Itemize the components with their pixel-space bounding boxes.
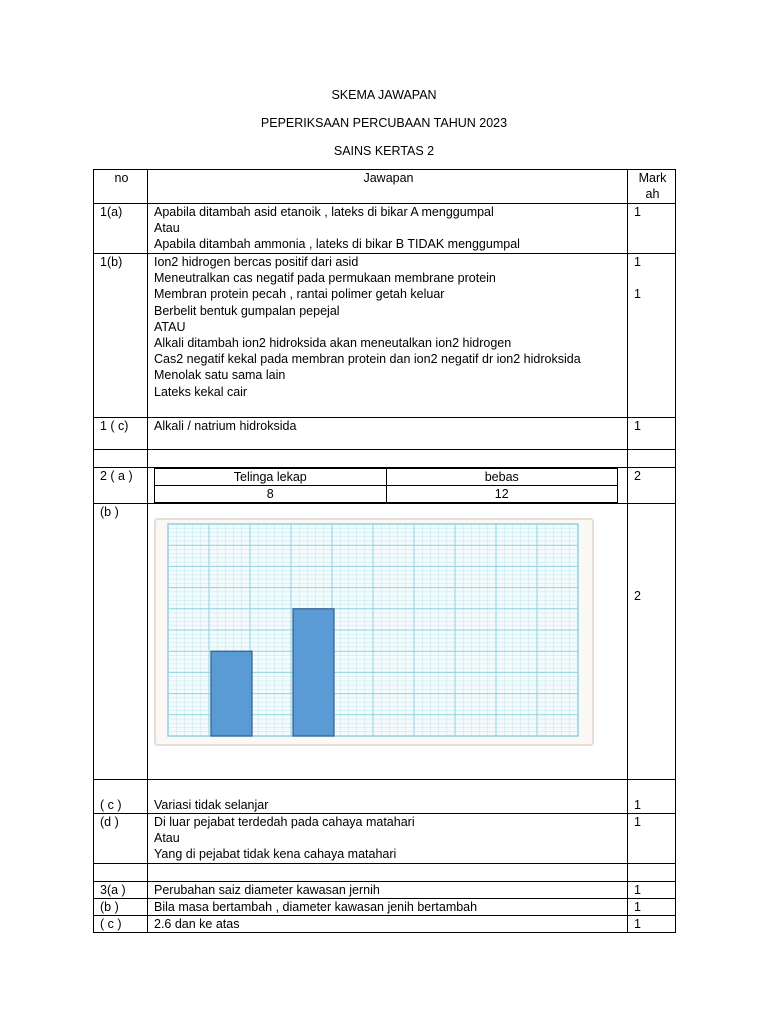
mark-value: 2 (634, 589, 641, 603)
row-no: 2 ( a ) (94, 468, 148, 504)
spacer-row (94, 863, 676, 881)
subject-title: SAINS KERTAS 2 (333, 144, 435, 158)
row-no: ( c ) (94, 916, 148, 933)
answer-line: Atau (154, 831, 180, 846)
answer-line: Yang di pejabat tidak kena cahaya matahari (154, 847, 397, 862)
table-row (94, 504, 676, 780)
answer-cell: Alkali / natrium hidroksida (148, 418, 628, 450)
answer-cell (148, 204, 628, 254)
mark-cell: 1 (628, 881, 676, 898)
data-subtable (154, 468, 618, 503)
answer-line: ATAU (154, 319, 186, 334)
mark-cell: 2 (628, 468, 676, 504)
answer-cell (148, 504, 628, 780)
exam-title: PEPERIKSAAN PERCUBAAN TAHUN 2023 (260, 116, 508, 130)
header-jawapan: Jawapan (148, 170, 628, 204)
row-no: 1 ( c) (94, 418, 148, 450)
mark-cell: 1 (628, 916, 676, 933)
answer-table (93, 169, 676, 933)
table-row (94, 881, 676, 898)
table-row (94, 418, 676, 450)
subtable-value: 12 (386, 486, 618, 503)
mark-cell (628, 504, 676, 780)
table-header-row (94, 170, 676, 204)
answer-line: Apabila ditambah asid etanoik , lateks di bikar A menggumpal (154, 205, 494, 219)
bar-chart-svg (156, 520, 592, 744)
table-row (94, 898, 676, 915)
answer-cell: Bila masa bertambah , diameter kawasan jenih bertambah (148, 898, 628, 915)
answer-line: Apabila ditambah ammonia , lateks di bikar B TIDAK menggumpal (154, 237, 520, 252)
page-title: SKEMA JAWAPAN (331, 88, 437, 102)
table-row (94, 204, 676, 254)
table-row (94, 916, 676, 933)
header-markah-1: Mark (638, 171, 667, 185)
mark-cell (628, 254, 676, 418)
answer-line: Atau (154, 221, 180, 236)
header-markah-2: ah (645, 187, 660, 202)
answer-cell: 2.6 dan ke atas (148, 916, 628, 933)
header-markah (628, 170, 676, 204)
mark-cell: 1 (628, 814, 676, 864)
subtable-header: bebas (386, 469, 618, 486)
bar (293, 609, 334, 736)
mark-cell: 1 (628, 780, 676, 814)
answer-cell (148, 254, 628, 418)
answer-cell (148, 468, 628, 504)
row-no: 3(a ) (94, 881, 148, 898)
bar (211, 651, 252, 736)
bar-chart (154, 518, 594, 746)
answer-line: Meneutralkan cas negatif pada permukaan membrane protein (154, 271, 496, 286)
mark-cell: 1 (628, 418, 676, 450)
answer-cell: Variasi tidak selanjar (148, 780, 628, 814)
row-no: (b ) (94, 898, 148, 915)
answer-line: Menolak satu sama lain (154, 368, 286, 383)
answer-line: Ion2 hidrogen bercas positif dari asid (154, 255, 359, 269)
answer-line: Cas2 negatif kekal pada membran protein dan ion2 negatif dr ion2 hidroksida (154, 352, 581, 367)
answer-line: Lateks kekal cair (154, 384, 248, 399)
mark-cell: 1 (628, 898, 676, 915)
answer-line: Membran protein pecah , rantai polimer getah keluar (154, 287, 445, 302)
answer-line: Di luar pejabat terdedah pada cahaya matahari (154, 815, 415, 829)
header-no: no (94, 170, 148, 204)
row-no: 1(b) (94, 254, 148, 418)
mark-value: 1 (634, 255, 641, 269)
answer-cell: Perubahan saiz diameter kawasan jernih (148, 881, 628, 898)
mark-cell: 1 (628, 204, 676, 254)
mark-value: 1 (634, 287, 641, 302)
spacer-row (94, 450, 676, 468)
row-no: (b ) (94, 504, 148, 780)
subtable-value: 8 (155, 486, 387, 503)
row-no: 1(a) (94, 204, 148, 254)
table-row (94, 468, 676, 504)
subtable-header: Telinga lekap (155, 469, 387, 486)
table-row (94, 780, 676, 814)
answer-cell (148, 814, 628, 864)
answer-line: Berbelit bentuk gumpalan pepejal (154, 303, 340, 318)
row-no: ( c ) (94, 780, 148, 814)
table-row (94, 814, 676, 864)
table-row (94, 254, 676, 418)
row-no: (d ) (94, 814, 148, 864)
answer-line: Alkali ditambah ion2 hidroksida akan meneutalkan ion2 hidrogen (154, 336, 512, 351)
